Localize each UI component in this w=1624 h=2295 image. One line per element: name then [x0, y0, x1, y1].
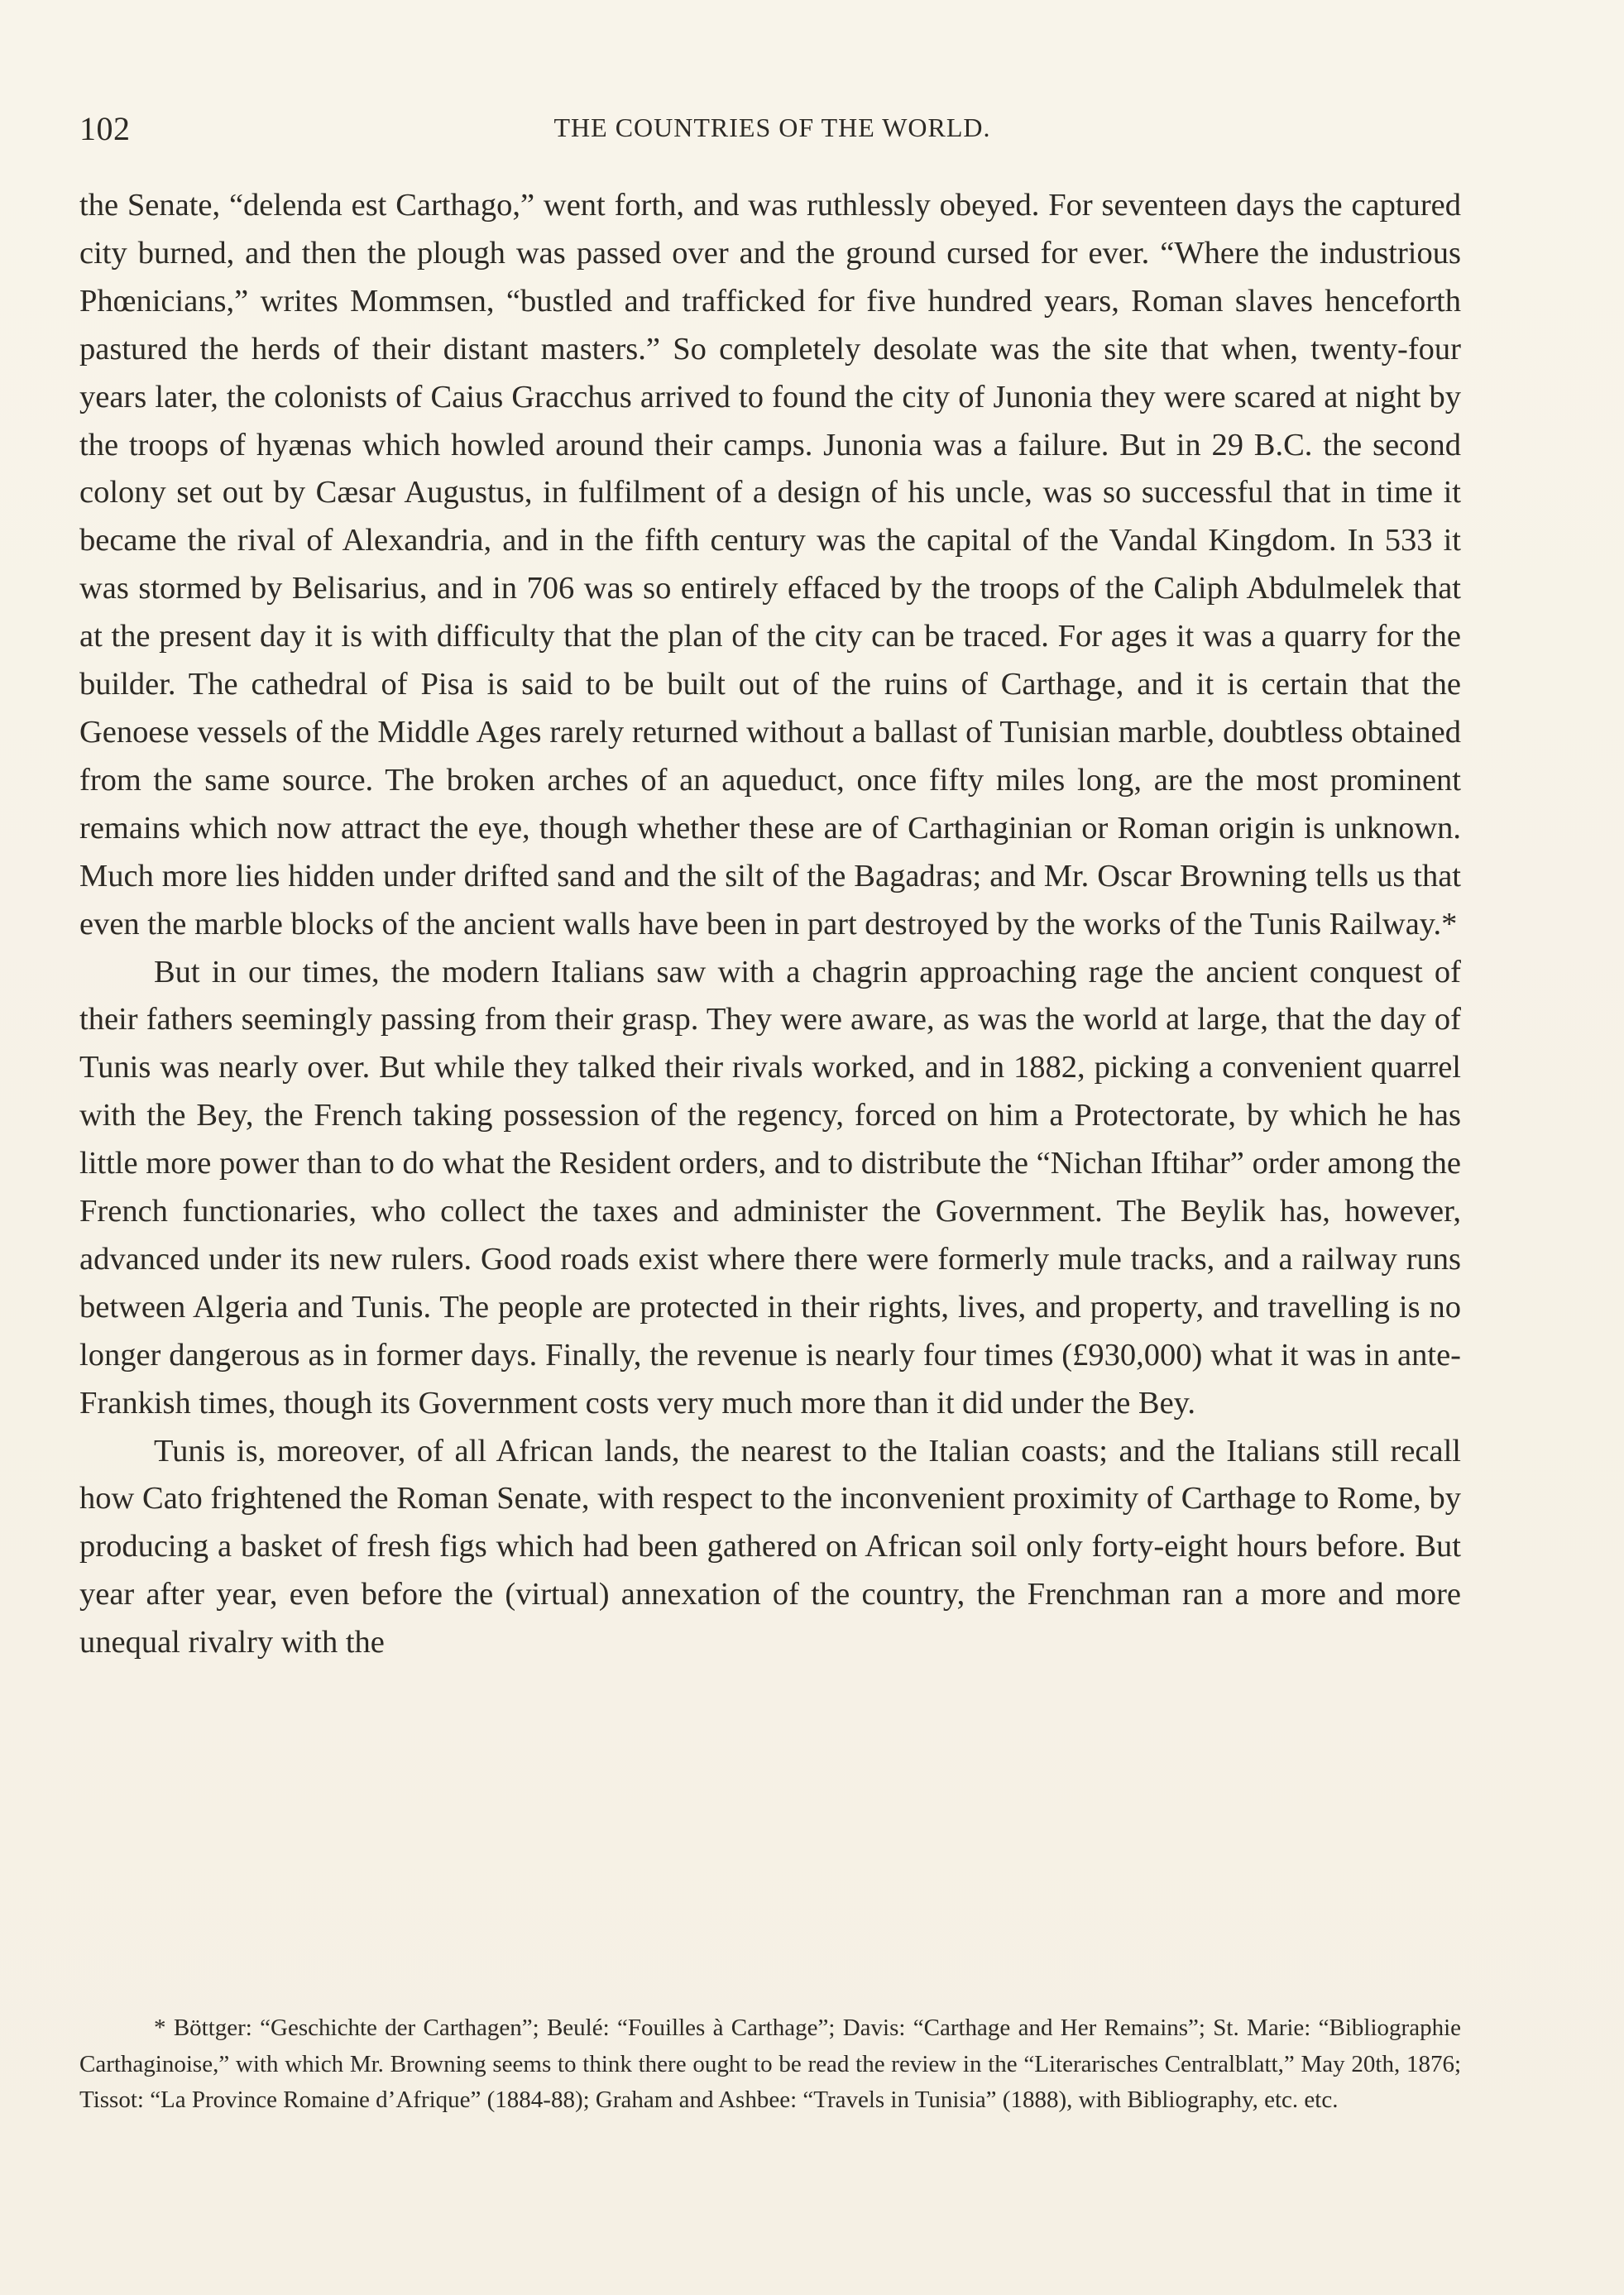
main-text — [79, 182, 1461, 1667]
paragraph-1: the Senate, “delenda est Carthago,” went forth, and was ruthlessly obeyed. For seventeen days the captured city burned, and then the plough was passed over and the ground cursed for ever. “Where the industrious Phœnicians,” writes Mommsen, “bustled and trafficked for five hundred years, Roman slaves henceforth pastured the herds of their distant masters.” So completely desolate was the site that when, twenty-four years later, the colonists of Caius Gracchus arrived to found the city of Junonia they were scared at night by the troops of hyænas which howled around their camps. Junonia was a failure. But in 29 B.C. the second colony set out by Cæsar Augustus, in fulfilment of a design of his uncle, was so successful that in time it became the rival of Alexandria, and in the fifth century was the capital of the Vandal Kingdom. In 533 it was stormed by Belisarius, and in 706 was so entirely effaced by the troops of the Caliph Abdulmelek that at the present day it is with difficulty that the plan of the city can be traced. For ages it was a quarry for the builder. The cathedral of Pisa is said to be built out of the ruins of Carthage, and it is certain that the Genoese vessels of the Middle Ages rarely returned without a ballast of Tunisian marble, doubtless obtained from the same source. The broken arches of an aqueduct, once fifty miles long, are the most prominent remains which now attract the eye, though whether these are of Carthaginian or Roman origin is unknown. Much more lies hidden under drifted sand and the silt of the Bagadras; and Mr. Oscar Browning tells us that even the marble blocks of the ancient walls have been in part destroyed by the works of the Tunis Railway.* — [79, 188, 1461, 941]
footnote: * Böttger: “Geschichte der Carthagen”; Beulé: “Fouilles à Carthage”; Davis: “Carthage and Her Remains”; St. Marie: “Bibliographie Carthaginoise,” with which Mr. Browning seems to think there ought to be read the review in the “Literarisches Centralblatt,” May 20th, 1876; Tissot: “La Province Romaine d’Afrique” (1884-88); Graham and Ashbee: “Travels in Tunisia” (1888), with Bibliography, etc. etc. — [79, 2015, 1461, 2113]
paragraph-2: But in our times, the modern Italians saw with a chagrin approaching rage the ancient conquest of their fathers seemingly passing from their grasp. They were aware, as was the world at large, that the day of Tunis was nearly over. But while they talked their rivals worked, and in 1882, picking a convenient quarrel with the Bey, the French taking possession of the regency, forced on him a Protectorate, by which he has little more power than to do what the Resident orders, and to distribute the “Nichan Iftihar” order among the French functionaries, who collect the taxes and administer the Government. The Beylik has, however, advanced under its new rulers. Good roads exist where there were formerly mule tracks, and a railway runs between Algeria and Tunis. The people are protected in their rights, lives, and property, and travelling is no longer dangerous as in former days. Finally, the revenue is nearly four times (£930,000) what it was in ante-Frankish times, though its Government costs very much more than it did under the Bey. — [79, 954, 1461, 1421]
page-header — [79, 109, 1465, 159]
running-head: THE COUNTRIES OF THE WORLD. — [553, 113, 991, 142]
page-number: 102 — [79, 110, 131, 147]
paragraph-3: Tunis is, moreover, of all African lands, the nearest to the Italian coasts; and the Italians still recall how Cato frightened the Roman Senate, with respect to the inconvenient proximity of Carthage to Rome, by producing a basket of fresh figs which had been gathered on African soil only forty-eight hours before. But year after year, even before the (virtual) annexation of the country, the Frenchman ran a more and more unequal rivalry with the — [79, 1433, 1461, 1660]
